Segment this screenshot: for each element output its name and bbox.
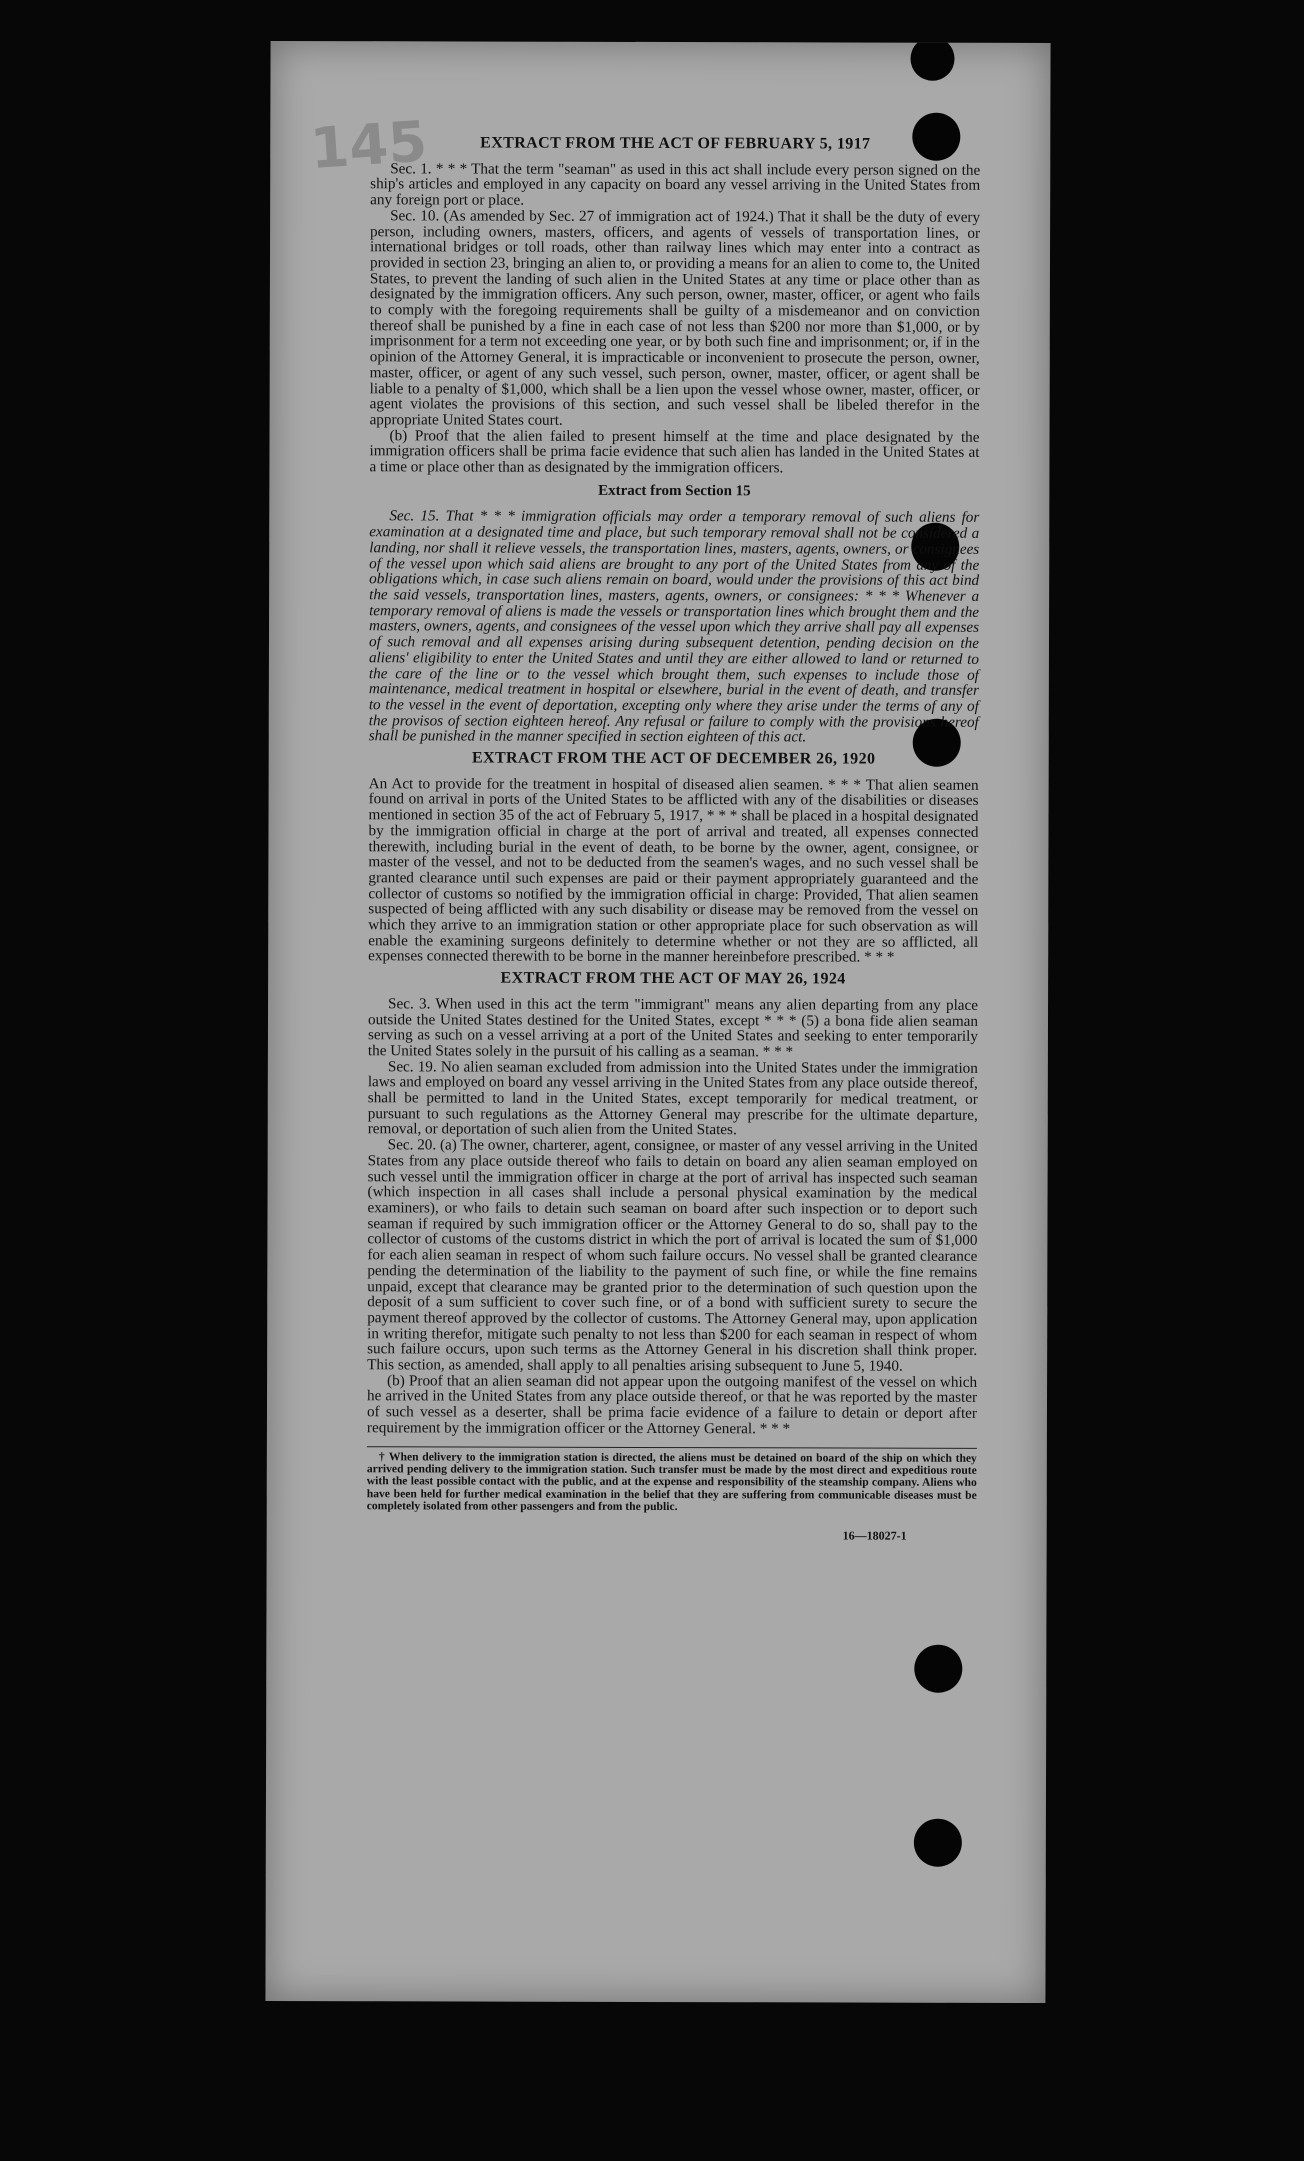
paragraph: (b) Proof that the alien failed to present himself at the time and place designated by the immigration officers shall be prima facie evidence that such alien has landed in the United States at a time or place other than as designated by the immigration officers. [369, 426, 980, 477]
paragraph: Sec. 15. That * * * immigration officials may order a temporary removal of such aliens for examination at a designated time and place, but such temporary removal shall not be considered a landing, nor shall it relieve vessels, the transportation lines, masters, agents, owners, or consignees of the vessel upon which said aliens are brought to any port of the United States from any of the obligations which, in case such aliens remain on board, would under the provisions of this act bind the said vessels, transportation lines, masters, agents, owners, or consignees: * * * Whenever a temporary removal of aliens is made the vessels or transportation lines which brought them and the masters, owners, agents, and consignees of the vessel upon which they arrive shall pay all expenses of such removal and all expenses arising during subsequent detention, pending decision on the aliens' eligibility to enter the United States and until they are either allowed to land or returned to the care of the line or to the vessel which brought them, such expenses to include those of maintenance, medical treatment in hospital or elsewhere, burial in the event of death, and transfer to the vessel in the event of deportation, excepting only where they arise under the terms of any of the provisos of section eighteen hereof. Any refusal or failure to comply with the provisions hereof shall be punished in the manner specified in section eighteen of this act. [368, 507, 980, 746]
paragraph: Sec. 19. No alien seaman excluded from admission into the United States under the immigration laws and employed on board any vessel arriving in the United States from any place outside thereof, shall be permitted to land in the United States, except temporarily for medical treatment, or pursuant to such regulations as the Attorney General may prescribe for the ultimate departure, removal, or deportation of such alien from the United States. [367, 1057, 978, 1139]
paragraph: An Act to provide for the treatment in hospital of diseased alien seamen. * * * That alien seamen found on arrival in ports of the United States to be afflicted with any of the disabilities or diseases mentioned in section 35 of the act of February 5, 1917, * * * shall be placed in a hospital designated by the immigration official in charge at the port of arrival and treated, all expenses connected therewith, including burial in the event of death, to be borne by the owner, agent, consignee, or master of the vessel, and not to be deducted from the seamen's wages, and no such vessel shall be granted clearance until such expenses are paid or their payment appropriately guaranteed and the collector of customs so notified by the immigration official in charge: Provided, That alien seamen suspected of being afflicted with any such disability or disease may be removed from the vessel on which they arrive to an immigration station or other appropriate place for such observation as will enable the examining surgeons definitely to determine whether or not they are so afflicted, all expenses connected therewith to be borne in the manner hereinbefore prescribed. * * * [368, 774, 979, 967]
document-text [367, 129, 981, 1544]
section-heading: EXTRACT FROM THE ACT OF DECEMBER 26, 1920 [471, 749, 876, 768]
footnote-text: † When delivery to the immigration station is directed, the aliens must be detained on board of the ship on which they arrived pending delivery to the immigration station. Such transfer must be made by the most direct and expeditious route with the least possible contact with the public, and at the expense and responsibility of the steamship company. Aliens who have been held for further medical examination in the belief that they are suffering from communicable diseases must be completely isolated from other passengers and from the public. [366, 1449, 977, 1514]
paragraph: Sec. 20. (a) The owner, charterer, agent, consignee, or master of any vessel arriving in the United States from any place outside thereof who fails to detain on board any alien seaman employed on such vessel until the immigration officer in charge at the port of arrival has inspected such seaman (which inspection in all cases shall include a personal physical examination by the medical examiners), or who fails to detain such seaman on board after such inspection or to deport such seaman if required by such immigration officer or the Attorney General to do so, shall pay to the collector of customs of the customs district in which the port of arrival is located the sum of $1,000 for each alien seaman in respect of whom such failure occurs. No vessel shall be granted clearance pending the determination of the liability to the payment of such fine, or while the fine remains unpaid, except that clearance may be granted prior to the determination of such question upon the deposit of a sum sufficient to cover such fine, or of a bond with sufficient surety to secure the payment thereof approved by the collector of customs. The Attorney General may, upon application in writing therefor, mitigate such penalty to not less than $200 for each seaman in respect of whom such failure occurs, upon such terms as the Attorney General in his discretion shall think proper. This section, as amended, shall apply to all penalties arising subsequent to June 5, 1940. [367, 1136, 978, 1375]
document-page [265, 41, 1050, 2003]
punch-hole [914, 1645, 962, 1693]
section-15-block [369, 509, 980, 746]
section-heading: EXTRACT FROM THE ACT OF FEBRUARY 5, 1917 [480, 134, 871, 153]
form-number: 16—18027-1 [842, 1528, 907, 1543]
paragraph: (b) Proof that an alien seaman did not appear upon the outgoing manifest of the vessel on which he arrived in the United States from any place outside thereof, or that he was reported by the master of such vessel as a deserter, shall be prima facie evidence of a failure to detain or deport after requirement by the immigration officer or the Attorney General. * * * [366, 1372, 978, 1438]
section-subheading: Extract from Section 15 [598, 482, 751, 500]
punch-hole [910, 41, 954, 81]
stamp-number: 145 [308, 109, 430, 183]
paragraph: Sec. 3. When used in this act the term "immigrant" means any alien departing from any place outside the United States destined for the United States, except * * * (5) a bona fide alien seaman serving as such on a vessel arriving at a port of the United States and seeking to enter temporarily the United States solely in the pursuit of his calling as a seaman. * * * [367, 995, 979, 1061]
paragraph: Sec. 10. (As amended by Sec. 27 of immigration act of 1924.) That it shall be the duty of every person, including owners, masters, officers, and agents of vessels of transportation lines, or international bridges or toll roads, other than railway lines which may enter into a contract as provided in section 23, bringing an alien to, or providing a means for an alien to come to, the United States, to prevent the landing of such alien in the United States at any time or place other than as designated by the immigration officers. Any such person, owner, master, officer, or agent who fails to comply with the foregoing requirements shall be guilty of a misdemeanor and on conviction thereof shall be punished by a fine in each case of not less than $200 nor more than $1,000, or by imprisonment for a term not exceeding one year, or by both such fine and imprisonment; or, if in the opinion of the Attorney General, it is impracticable or inconvenient to prosecute the person, owner, master, officer, or agent of any such vessel, such person, owner, master, officer, or agent shall be liable to a penalty of $1,000, which shall be a lien upon the vessel whose owner, master, officer, or agent violates the provisions of this section, and such vessel shall be libeled therefor in the appropriate United States court. [369, 207, 981, 429]
section-heading: EXTRACT FROM THE ACT OF MAY 26, 1924 [500, 969, 846, 988]
punch-hole [914, 1819, 962, 1867]
footnote [367, 1446, 977, 1515]
paragraph: Sec. 1. * * * That the term "seaman" as used in this act shall include every person signed on the ship's articles and employed in any capacity on board any vessel arriving in the United States from any foreign port or place. [370, 159, 981, 209]
